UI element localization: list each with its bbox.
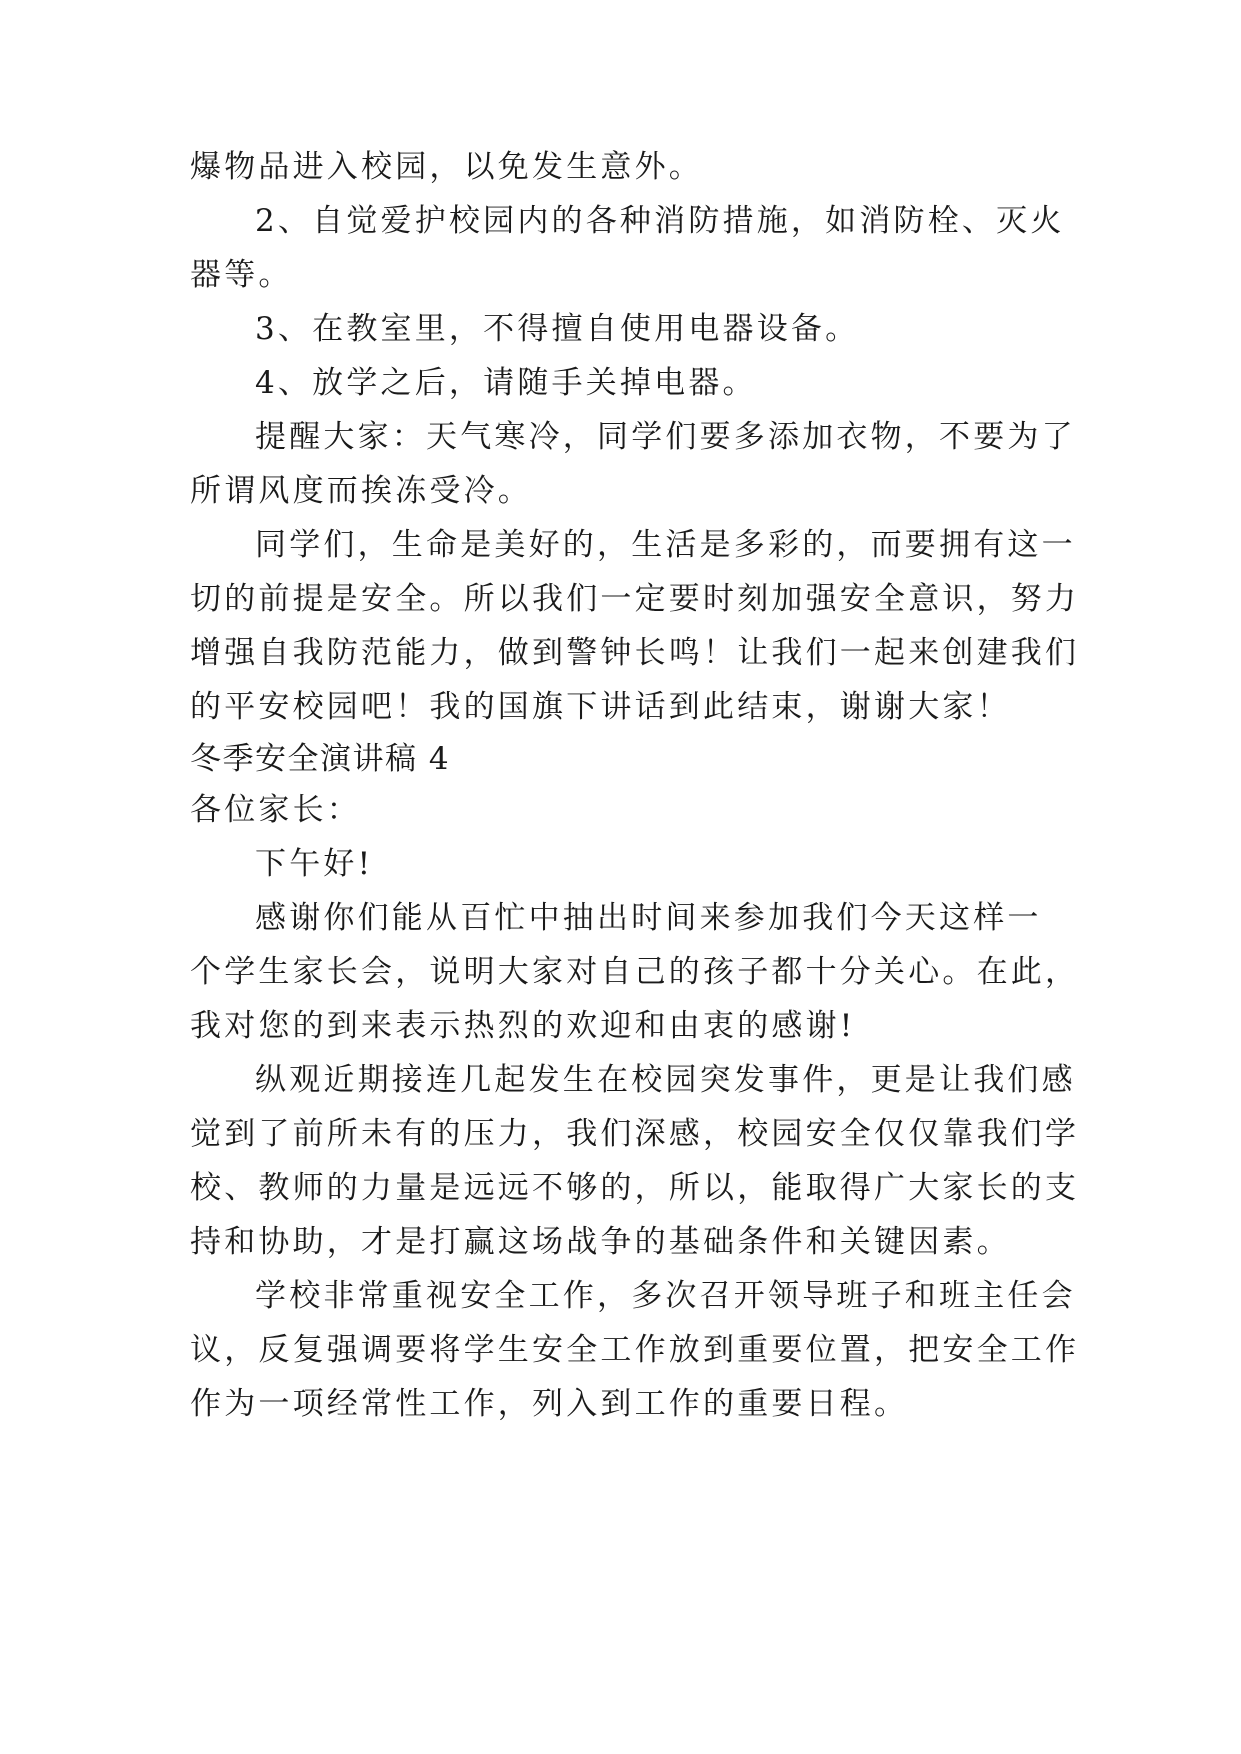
paragraph-closing-line-4: 的平安校园吧！我的国旗下讲话到此结束，谢谢大家！	[190, 689, 1011, 725]
section-heading: 冬季安全演讲稿 4	[190, 741, 451, 777]
paragraph-reminder-continuation: 所谓风度而挨冻受冷。	[190, 473, 532, 509]
paragraph-incidents-line-2: 觉到了前所未有的压力，我们深感，校园安全仅仅靠我们学	[190, 1116, 1080, 1152]
paragraph-thanks-line-3: 我对您的到来表示热烈的欢迎和由衷的感谢!	[190, 1008, 856, 1044]
paragraph-incidents: 纵观近期接连几起发生在校园突发事件，更是让我们感	[255, 1062, 1076, 1098]
paragraph-school-line-2: 议，反复强调要将学生安全工作放到重要位置，把安全工作	[190, 1332, 1080, 1368]
paragraph-closing-line-3: 增强自我防范能力，做到警钟长鸣！让我们一起来创建我们	[190, 635, 1080, 671]
paragraph-closing-line-2: 切的前提是安全。所以我们一定要时刻加强安全意识，努力	[190, 581, 1080, 617]
list-item-3: 3、在教室里，不得擅自使用电器设备。	[255, 311, 860, 347]
paragraph-closing: 同学们，生命是美好的，生活是多彩的，而要拥有这一	[255, 527, 1076, 563]
greeting: 下午好!	[255, 846, 374, 882]
paragraph-school-line-3: 作为一项经常性工作，列入到工作的重要日程。	[190, 1386, 909, 1422]
paragraph-incidents-line-4: 持和协助，才是打赢这场战争的基础条件和关键因素。	[190, 1224, 1011, 1260]
paragraph-incidents-line-3: 校、教师的力量是远远不够的，所以，能取得广大家长的支	[190, 1170, 1080, 1206]
paragraph-school: 学校非常重视安全工作，多次召开领导班子和班主任会	[255, 1278, 1076, 1314]
list-item-2: 2、自觉爱护校园内的各种消防措施，如消防栓、灭火	[255, 203, 1065, 239]
list-item-2-continuation: 器等。	[190, 257, 293, 293]
text-line-continuation: 爆物品进入校园，以免发生意外。	[190, 149, 703, 185]
paragraph-reminder: 提醒大家：天气寒冷，同学们要多添加衣物，不要为了	[255, 419, 1076, 455]
paragraph-thanks: 感谢你们能从百忙中抽出时间来参加我们今天这样一	[255, 900, 1042, 936]
list-item-4: 4、放学之后，请随手关掉电器。	[255, 365, 757, 401]
salutation: 各位家长：	[190, 792, 361, 828]
paragraph-thanks-line-2: 个学生家长会，说明大家对自己的孩子都十分关心。在此，	[190, 954, 1080, 990]
